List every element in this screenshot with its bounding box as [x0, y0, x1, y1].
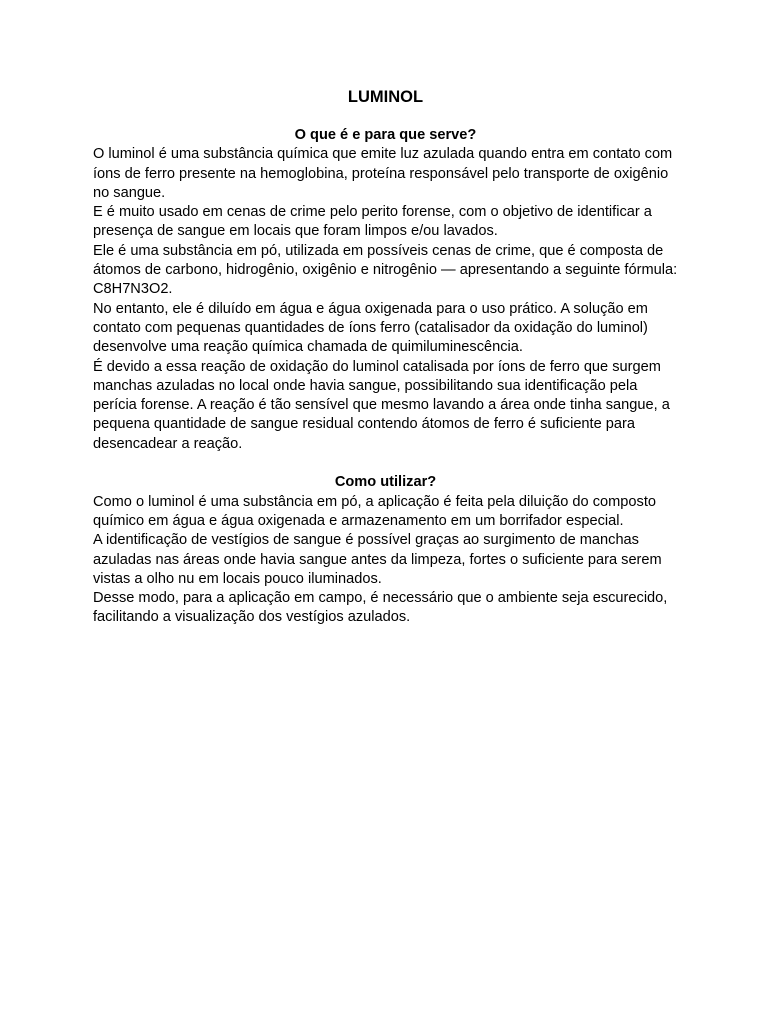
document-title: LUMINOL: [347, 88, 424, 106]
paragraph: Ele é uma substância em pó, utilizada em possíveis cenas de crime, que é composta de átomos de carbono, hidrogênio, oxigênio e nitrogênio — apresentando a seguinte fórmula: C8H7N3O2.: [93, 242, 678, 298]
paragraph: E é muito usado em cenas de crime pelo perito forense, com o objetivo de identificar a presença de sangue em locais que foram limpos e/ou lavados.: [93, 204, 652, 240]
paragraph: O luminol é uma substância química que emite luz azulada quando entra em contato com íons de ferro presente na hemoglobina, proteína responsável pelo transporte de oxigênio no sangue.: [93, 146, 673, 201]
section-heading: O que é e para que serve?: [294, 127, 477, 143]
paragraph: Desse modo, para a aplicação em campo, é necessário que o ambiente seja escurecido, facilitando a visualização dos vestígios azulados.: [93, 590, 668, 626]
section-heading: Como utilizar?: [334, 474, 437, 491]
paragraph: A identificação de vestígios de sangue é possível graças ao surgimento de manchas azuladas nas áreas onde havia sangue antes da limpeza, fortes o suficiente para serem vistas a olho nu em locais pouco iluminados.: [93, 532, 662, 587]
section-what-is-it: [93, 126, 678, 454]
section-how-to-use: [93, 473, 678, 627]
paragraph: No entanto, ele é diluído em água e água oxigenada para o uso prático. A solução em contato com pequenas quantidades de íons ferro (catalisador da oxidação do luminol) desenvolve uma reação química chamada de quimiluminescência.: [93, 300, 648, 356]
paragraph: É devido a essa reação de oxidação do luminol catalisada por íons de ferro que surgem manchas azuladas no local onde havia sangue, possibilitando sua identificação pela perícia forense. A reação é tão sensível que mesmo lavando a área onde tinha sangue, a pequena quantidade de sangue residual contendo átomos de ferro é suficiente para desencadear a reação.: [93, 358, 670, 452]
paragraph: Como o luminol é uma substância em pó, a aplicação é feita pela diluição do composto químico em água e água oxigenada e armazenamento em um borrifador especial.: [93, 493, 656, 529]
document-body: [93, 86, 678, 628]
section-spacer: [93, 454, 678, 473]
title-spacer: [93, 108, 678, 126]
